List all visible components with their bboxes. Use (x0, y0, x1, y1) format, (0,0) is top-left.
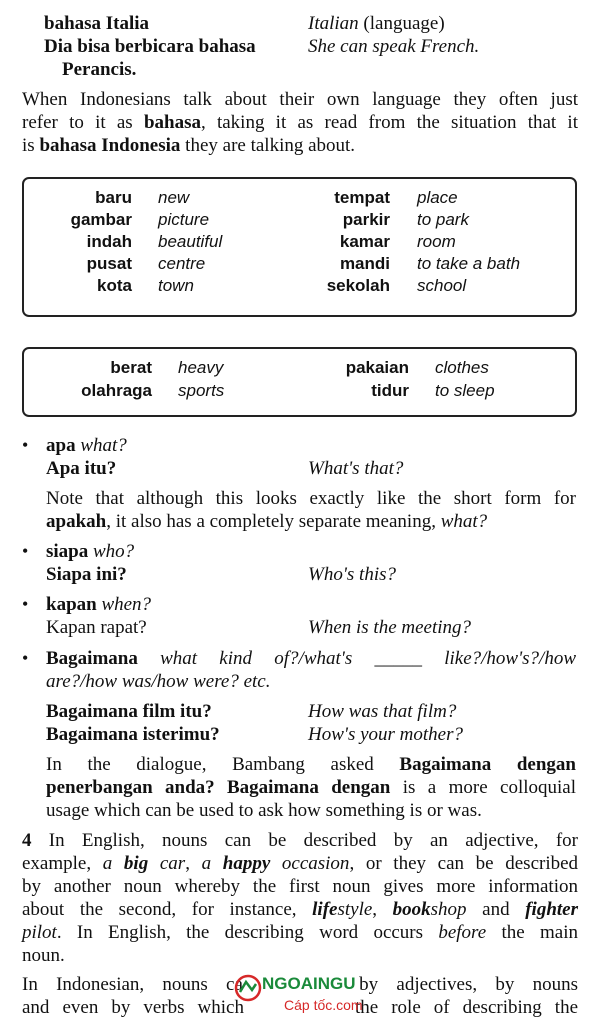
example-row: Bagaimana isterimu? How's your mother? (46, 724, 464, 745)
vocab-meaning: school (417, 276, 467, 295)
vocab-word: pakaian (345, 358, 409, 377)
vocab-word: kota (97, 276, 132, 295)
example-row (44, 58, 584, 81)
vocab-word: tidur (371, 381, 409, 400)
bullet-icon: • (22, 435, 29, 455)
vocab-meaning: clothes (435, 358, 489, 377)
paragraph-number: 4 (22, 830, 32, 851)
vocab-meaning: to park (417, 210, 469, 229)
vocab-meaning: picture (158, 210, 210, 229)
vocab-word: gambar (70, 210, 132, 229)
bullet-heading: Bagaimana what kind of?/what's _____ like?/how's?/how are?/how was/how were? etc. (46, 648, 576, 692)
bullet-icon: • (22, 594, 29, 614)
watermark-logo (232, 968, 372, 1020)
example-indonesian: bahasa Italia (44, 13, 150, 34)
vocab-word: sekolah (326, 276, 390, 295)
vocab-meaning: town (158, 276, 194, 295)
vocab-word: baru (95, 188, 132, 207)
vocab-meaning: beautiful (158, 232, 223, 251)
example-indonesian-cont: Perancis. (62, 59, 137, 80)
example-row: Kapan rapat? When is the meeting? (46, 617, 472, 638)
vocab-word: tempat (334, 188, 390, 207)
vocab-word: kamar (339, 232, 390, 251)
note-paragraph: In the dialogue, Bambang asked Bagaimana dengan penerbangan anda? Bagaimana dengan is a more colloquial usage which can be used to ask how something is or was. (46, 754, 576, 821)
vocab-meaning: to sleep (435, 381, 495, 400)
note-paragraph: Note that although this looks exactly like the short form for apakah, it also has a completely separate meaning, what? (46, 488, 576, 532)
vocab-meaning: to take a bath (417, 254, 521, 273)
vocab-meaning: room (417, 232, 456, 251)
vocab-meaning: sports (178, 381, 225, 400)
vocabulary-box (22, 347, 577, 417)
example-indonesian: Dia bisa berbicara bahasa (44, 36, 256, 57)
vocab-meaning: new (158, 188, 190, 207)
vocab-word: olahraga (81, 381, 152, 400)
vocab-word: berat (110, 358, 152, 377)
example-row: Apa itu? What's that? (46, 458, 404, 479)
example-row: Siapa ini? Who's this? (46, 564, 396, 585)
vocab-word: mandi (339, 254, 390, 273)
vocab-meaning: place (417, 188, 458, 207)
vocab-word: indah (86, 232, 132, 251)
bullet-heading: kapan when? (46, 594, 152, 615)
watermark-subtext: Cáp tốc.com (284, 997, 363, 1013)
vocab-word: parkir (342, 210, 390, 229)
bullet-heading: apa what? (46, 435, 127, 456)
vocab-word: pusat (86, 254, 132, 273)
example-english: Italian (language) (308, 13, 445, 34)
paragraph: When Indonesians talk about their own language they often just refer to it as bahasa, taking it as read from the situation that it is bahasa Indonesia they are talking about. (22, 89, 578, 156)
paragraph-4: 4 In English, nouns can be described by an adjective, for example, a big car, a happy occasion, or they can be described by another noun whereby the first noun gives more information about the second, for instance, lifestyle, bookshop and fighter pilot. In English, the describing word occurs before the main noun. (22, 830, 579, 966)
vocabulary-box (22, 177, 577, 317)
paragraph-5: In Indonesian, nouns ca by adjectives, by nouns and even by verbs which the role of describing the (22, 974, 578, 1018)
vocab-meaning: centre (158, 254, 206, 273)
example-row: Bagaimana film itu? How was that film? (46, 701, 457, 722)
bullet-icon: • (22, 648, 29, 668)
bullet-heading: siapa who? (46, 541, 135, 562)
watermark-text: NGOAINGU (262, 974, 356, 993)
example-row (44, 12, 584, 35)
bullet-icon: • (22, 541, 29, 561)
example-english: She can speak French. (308, 36, 480, 57)
example-row (44, 35, 584, 58)
vocab-meaning: heavy (178, 358, 224, 377)
